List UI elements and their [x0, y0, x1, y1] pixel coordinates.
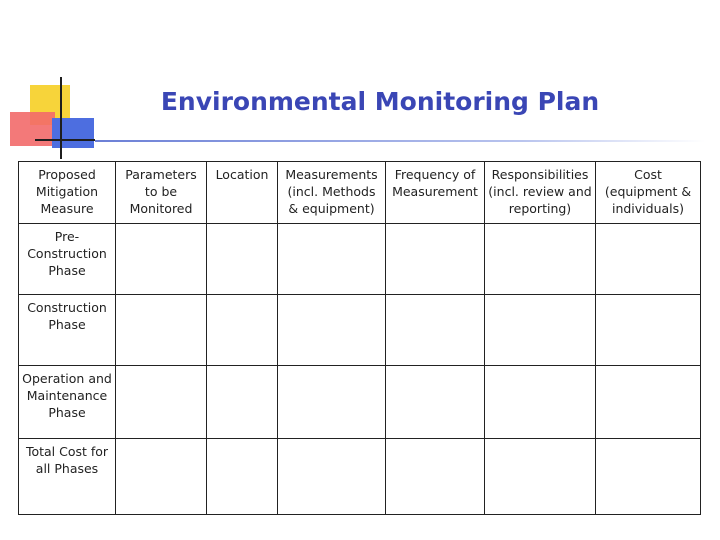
header-responsibilities: Responsibilities (incl. review and reporting) [485, 162, 596, 224]
header-parameters: Parameters to be Monitored [116, 162, 207, 224]
decorative-square-blue [52, 118, 94, 148]
table-cell [386, 439, 485, 515]
table-row [19, 439, 701, 515]
monitoring-plan-table [18, 161, 701, 515]
decorative-horizontal-line [35, 139, 95, 141]
table-cell [207, 295, 278, 366]
table-cell [116, 439, 207, 515]
header-frequency: Frequency of Measurement [386, 162, 485, 224]
table-cell [116, 295, 207, 366]
header-mitigation-measure: Proposed Mitigation Measure [19, 162, 116, 224]
page-title: Environmental Monitoring Plan [160, 87, 600, 116]
table-row [19, 224, 701, 295]
table-cell [386, 224, 485, 295]
table-cell [485, 224, 596, 295]
table-cell [596, 439, 701, 515]
row-label-construction: Construction Phase [19, 295, 116, 366]
row-label-total-cost: Total Cost for all Phases [19, 439, 116, 515]
table-cell [207, 439, 278, 515]
table-cell [596, 366, 701, 439]
table-cell [278, 366, 386, 439]
table-row [19, 295, 701, 366]
table-cell [278, 295, 386, 366]
table-cell [116, 224, 207, 295]
table-cell [207, 224, 278, 295]
table-cell [485, 366, 596, 439]
table-cell [386, 366, 485, 439]
header-measurements: Measurements (incl. Methods & equipment) [278, 162, 386, 224]
table-header-row [19, 162, 701, 224]
table-cell [207, 366, 278, 439]
table-cell [278, 224, 386, 295]
header-cost: Cost (equipment & individuals) [596, 162, 701, 224]
table-cell [278, 439, 386, 515]
table-cell [596, 295, 701, 366]
table-cell [485, 295, 596, 366]
title-underline [95, 140, 705, 142]
table-row [19, 366, 701, 439]
decorative-vertical-line [60, 77, 62, 159]
table-cell [485, 439, 596, 515]
table-cell [386, 295, 485, 366]
header-location: Location [207, 162, 278, 224]
row-label-pre-construction: Pre-Construction Phase [19, 224, 116, 295]
row-label-operation-maintenance: Operation and Maintenance Phase [19, 366, 116, 439]
table-cell [116, 366, 207, 439]
table-cell [596, 224, 701, 295]
